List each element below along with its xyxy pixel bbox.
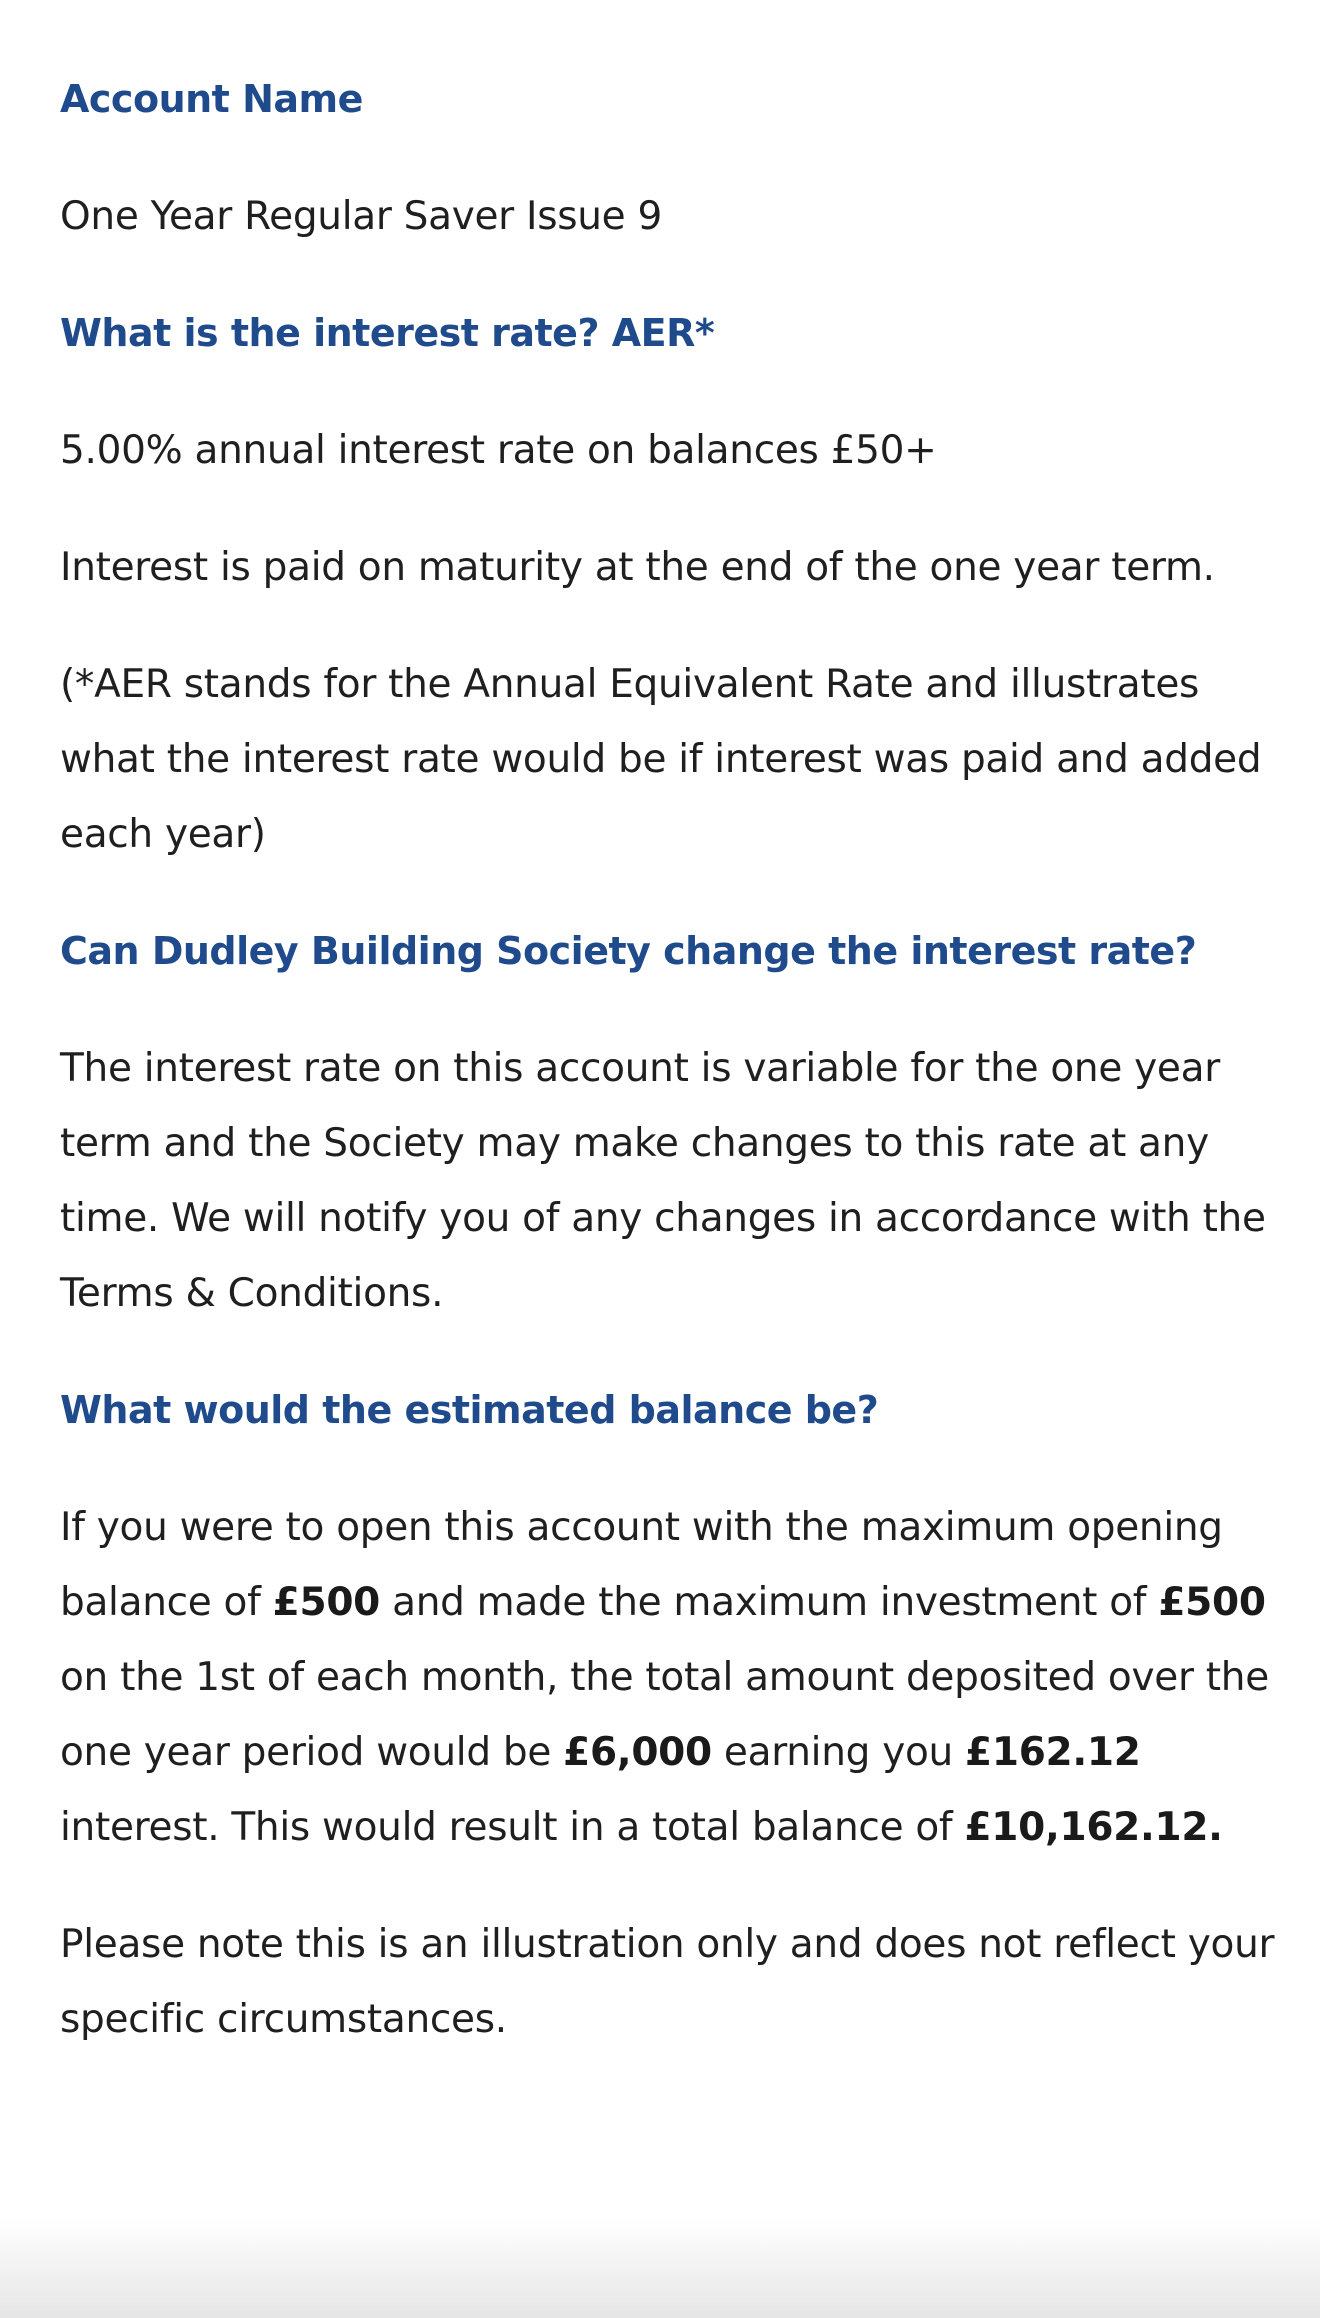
estimated-balance-part4: earning you [711, 1730, 966, 1775]
account-name-heading: Account Name [60, 77, 363, 121]
estimated-balance-part5: interest. This would result in a total balance of [60, 1805, 965, 1850]
estimated-balance-text [60, 1490, 1275, 1865]
estimated-balance-part1: If you were to open this account with the maximum opening balance of [60, 1505, 1223, 1625]
total-balance-amount: £10,162.12. [964, 1805, 1223, 1850]
interest-earned-amount: £162.12 [965, 1730, 1141, 1775]
account-name-value: One Year Regular Saver Issue 9 [60, 194, 662, 239]
estimated-balance-part3: on the 1st of each month, the total amount deposited over the one year period would be [60, 1655, 1269, 1775]
change-rate-text: The interest rate on this account is variable for the one year term and the Society may make changes to this rate at any time. We will notify you of any changes in accordance with the Terms & Conditions. [60, 1046, 1266, 1316]
account-summary-content [60, 62, 1275, 2099]
interest-paid-text: Interest is paid on maturity at the end of the one year term. [60, 545, 1215, 590]
illustration-note: Please note this is an illustration only and does not reflect your specific circumstances. [60, 1922, 1275, 2042]
change-rate-heading: Can Dudley Building Society change the interest rate? [60, 929, 1197, 973]
opening-balance-amount: £500 [272, 1580, 380, 1625]
estimated-balance-part2: and made the maximum investment of [380, 1580, 1159, 1625]
monthly-investment-amount: £500 [1158, 1580, 1266, 1625]
bottom-scroll-shade [0, 2218, 1320, 2318]
interest-rate-heading: What is the interest rate? AER* [60, 311, 715, 355]
total-deposited-amount: £6,000 [563, 1730, 712, 1775]
interest-rate-value: 5.00% annual interest rate on balances £50+ [60, 428, 937, 473]
aer-note: (*AER stands for the Annual Equivalent Rate and illustrates what the interest rate would be if interest was paid and added each year) [60, 662, 1262, 857]
estimated-balance-heading: What would the estimated balance be? [60, 1388, 879, 1432]
